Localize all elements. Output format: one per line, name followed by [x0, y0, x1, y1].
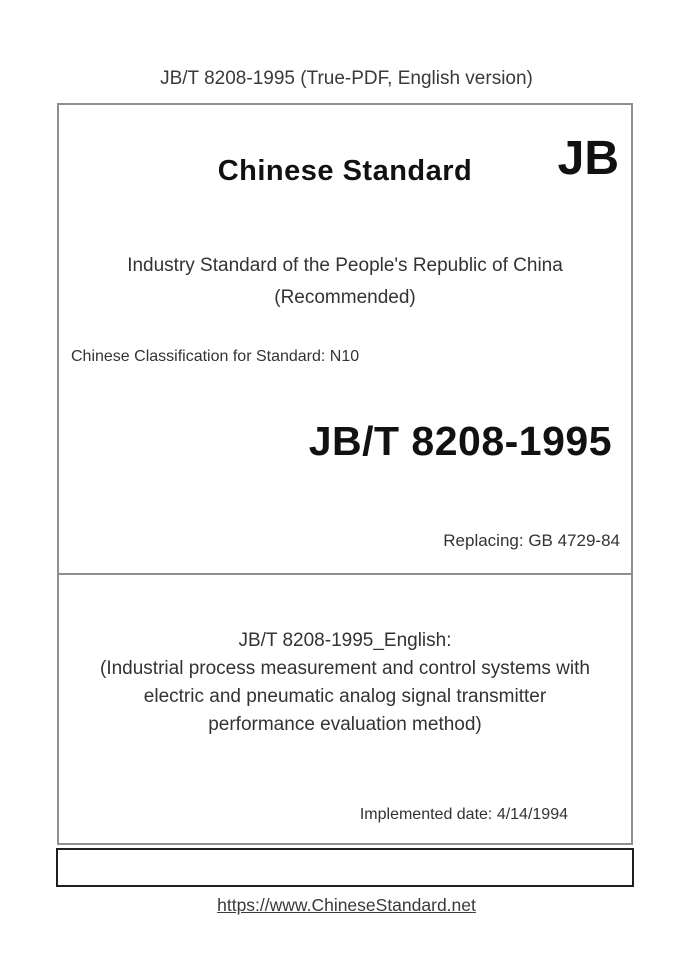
page-header-text: JB/T 8208-1995 (True-PDF, English version) — [160, 68, 533, 89]
implemented-date: Implemented date: 4/14/1994 — [359, 806, 568, 823]
jb-logo: JB — [557, 132, 619, 185]
description-line: electric and pneumatic analog signal transmitter — [143, 686, 547, 707]
english-title-block — [59, 627, 631, 739]
standard-number: JB/T 8208-1995 — [308, 418, 612, 464]
footer-link-wrap — [0, 895, 693, 916]
cover-top-section — [59, 105, 631, 575]
cover-box — [57, 103, 633, 845]
english-title: JB/T 8208-1995_English: — [238, 630, 452, 651]
classification-line: Chinese Classification for Standard: N10 — [71, 348, 360, 365]
description-line: performance evaluation method) — [208, 714, 482, 735]
replacing-line: Replacing: GB 4729-84 — [443, 531, 620, 550]
empty-footer-box — [56, 848, 634, 887]
brand-title: Chinese Standard — [217, 155, 473, 187]
recommended-line: (Recommended) — [274, 287, 416, 308]
org-line: Industry Standard of the People's Republic of China — [127, 255, 563, 276]
cover-bottom-section — [59, 575, 631, 843]
description-line: (Industrial process measurement and control systems with — [100, 658, 590, 679]
footer-link[interactable]: https://www.ChineseStandard.net — [217, 895, 476, 915]
